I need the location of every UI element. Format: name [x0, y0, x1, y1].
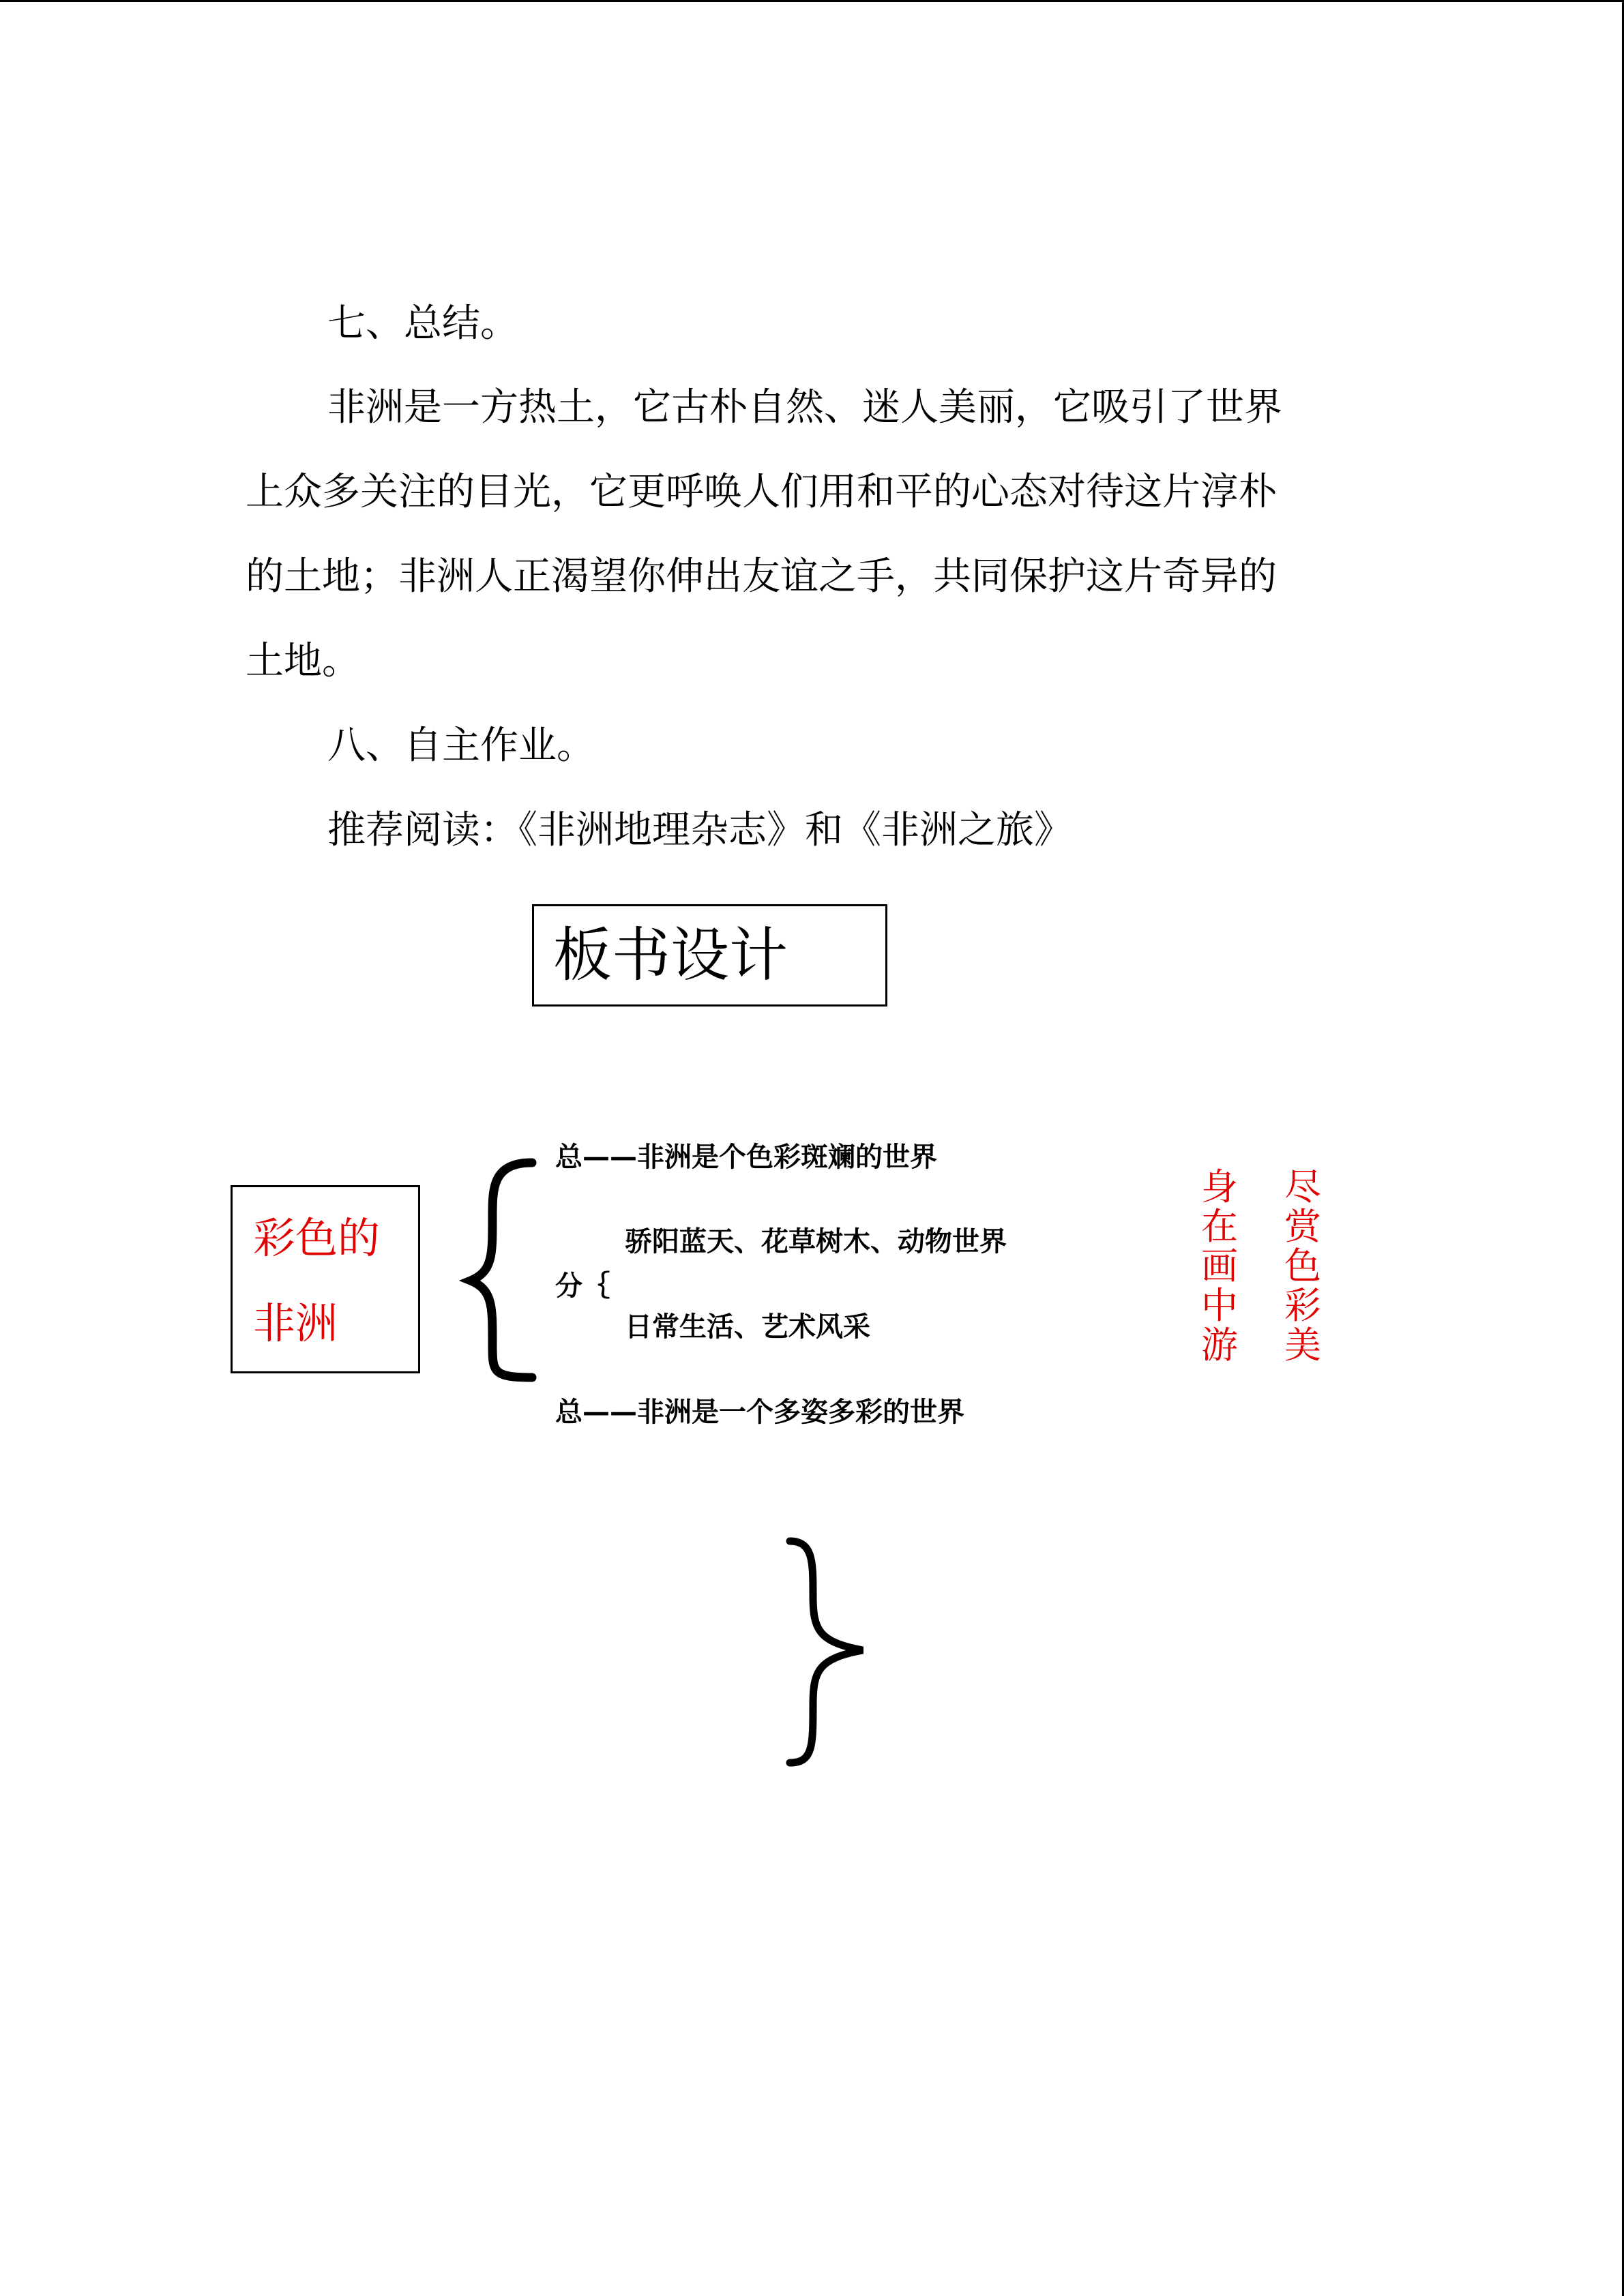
- colorful-africa-line-1: 彩色的: [253, 1213, 381, 1263]
- summary-paragraph-line-2: 上众多关注的目光，它更呼唤人们用和平的心态对待这片淳朴: [246, 470, 1277, 514]
- outline-branch-label: 分｛: [555, 1270, 610, 1302]
- vertical-text-column-2: 尽赏色彩美: [1284, 1165, 1321, 1367]
- colorful-africa-line-2: 非洲: [253, 1298, 338, 1348]
- outline-sub-line-1: 骄阳蓝天、花草树木、动物世界: [625, 1225, 1007, 1257]
- summary-paragraph-line-3: 的土地；非洲人正渴望你伸出友谊之手，共同保护这片奇异的: [246, 554, 1277, 599]
- outline-total-line-2: 总——非洲是一个多姿多彩的世界: [555, 1396, 964, 1428]
- right-curly-brace-icon: [790, 1541, 863, 1763]
- board-design-title: 板书设计: [553, 921, 788, 989]
- vertical-text-column-1: 身在画中游: [1201, 1165, 1238, 1367]
- left-curly-brace-icon: [471, 1163, 532, 1377]
- summary-paragraph-line-4: 土地。: [246, 639, 360, 683]
- summary-paragraph-line-1: 非洲是一方热土，它古朴自然、迷人美丽，它吸引了世界: [327, 385, 1282, 430]
- section-8-heading: 八、自主作业。: [327, 724, 595, 768]
- section-7-heading: 七、总结。: [327, 301, 518, 346]
- outline-sub-line-2: 日常生活、艺术风采: [625, 1311, 870, 1343]
- recommended-reading: 推荐阅读：《非洲地理杂志》和《非洲之旅》: [327, 808, 1072, 852]
- outline-total-line-1: 总——非洲是个色彩斑斓的世界: [555, 1141, 937, 1173]
